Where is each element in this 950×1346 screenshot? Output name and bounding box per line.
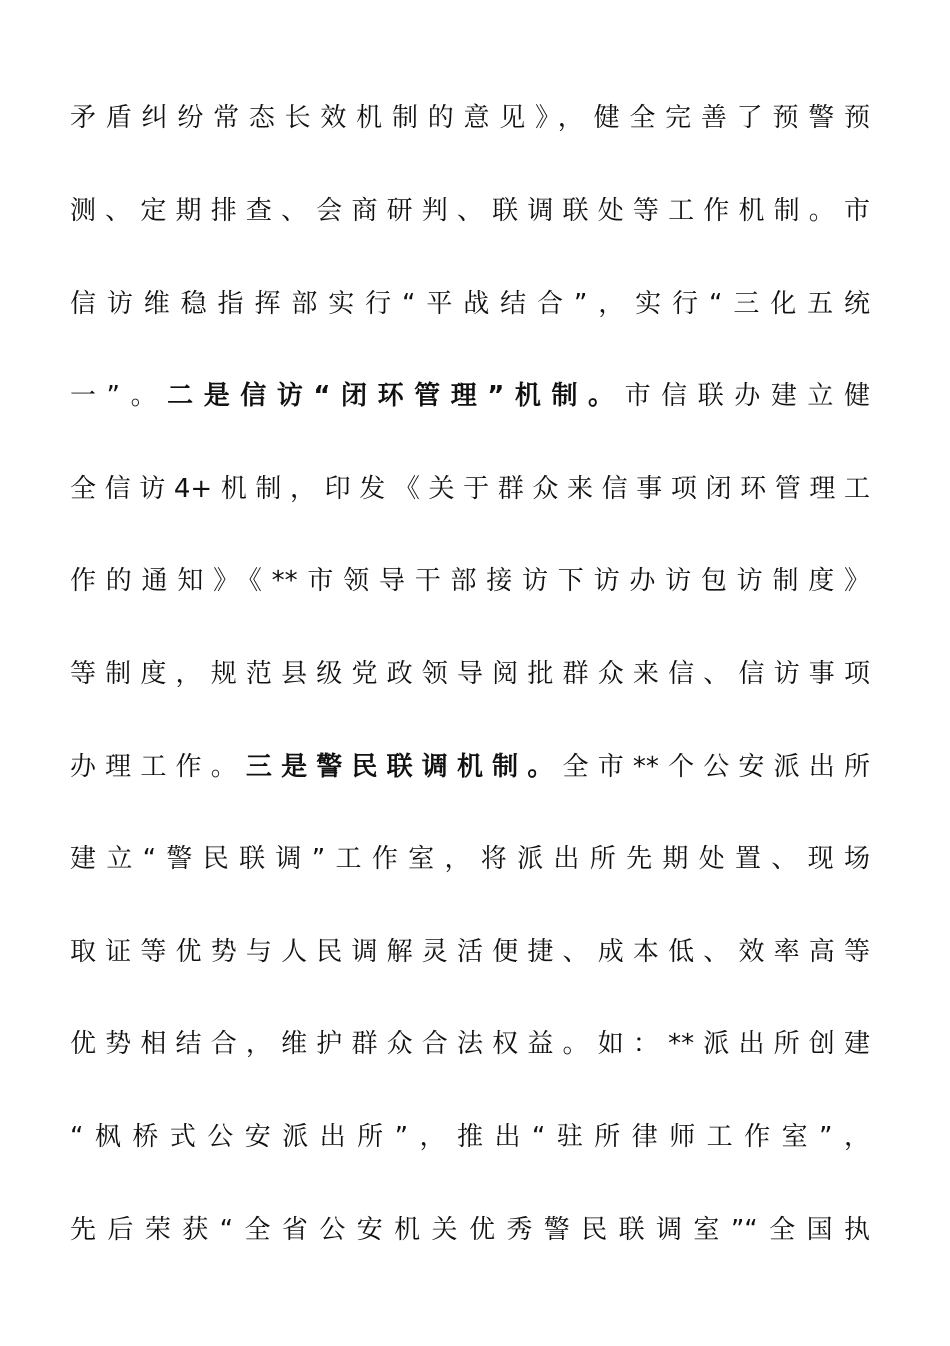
line-12-text: “枫桥式公安派出所”，推出“驻所律师工作室”， (70, 1122, 870, 1152)
line-8-bold-heading: 三是警民联调机制。 (245, 752, 563, 782)
text-line-10 (70, 932, 870, 972)
line-6-text: 作的通知》《**市领导干部接访下访办访包访制度》 (70, 566, 870, 596)
text-line-12 (70, 1117, 870, 1157)
text-line-7 (70, 654, 870, 694)
text-line-4 (70, 376, 870, 416)
line-7-text: 等制度，规范县级党政领导阅批群众来信、信访事项 (70, 659, 870, 689)
text-line-5 (70, 469, 870, 509)
text-line-11 (70, 1024, 870, 1064)
text-line-13 (70, 1210, 870, 1250)
line-10-text: 取证等优势与人民调解灵活便捷、成本低、效率高等 (70, 937, 870, 967)
line-9-text: 建立“警民联调”工作室，将派出所先期处置、现场 (70, 844, 870, 874)
text-line-3 (70, 284, 870, 324)
text-line-9 (70, 839, 870, 879)
line-3-text: 信访维稳指挥部实行“平战结合”，实行“三化五统 (70, 289, 870, 319)
line-4-bold-heading: 二是信访“闭环管理”机制。 (167, 381, 625, 411)
line-11-text: 优势相结合，维护群众合法权益。如：**派出所创建 (70, 1029, 870, 1059)
line-5-text: 全信访4+机制，印发《关于群众来信事项闭环管理工 (70, 474, 870, 504)
line-8-text-a: 办理工作。 (70, 752, 246, 782)
line-2-text: 测、定期排查、会商研判、联调联处等工作机制。市 (70, 196, 870, 226)
line-4-text-a: 一”。 (70, 381, 168, 411)
line-1-text: 矛盾纠纷常态长效机制的意见》，健全完善了预警预 (70, 103, 870, 133)
line-13-text: 先后荣获“全省公安机关优秀警民联调室”“全国执 (70, 1215, 870, 1245)
text-line-2 (70, 191, 870, 231)
text-line-6 (70, 561, 870, 601)
line-8-text-b: 全市**个公安派出所 (562, 752, 870, 782)
text-line-8 (70, 747, 870, 787)
line-4-text-b: 市信联办建立健 (624, 381, 870, 411)
text-line-1 (70, 98, 870, 138)
